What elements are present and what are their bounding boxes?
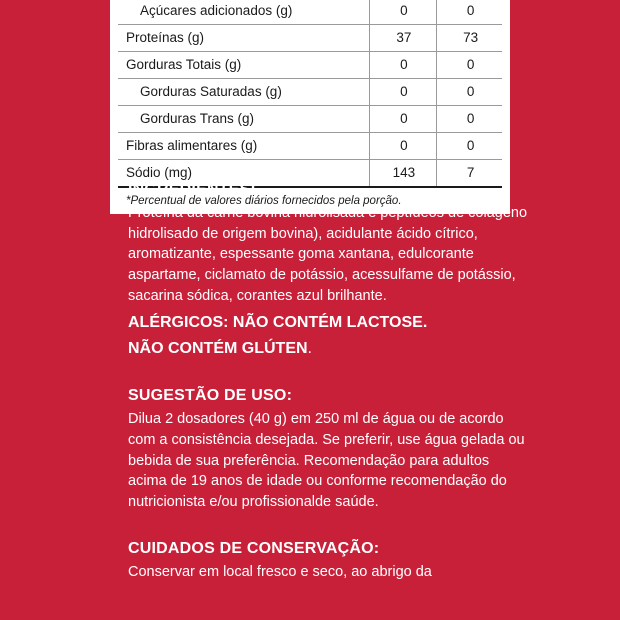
table-row xyxy=(118,133,502,160)
table-row xyxy=(118,52,502,79)
nutrient-value-percent: 73 xyxy=(437,25,502,52)
label-body-content xyxy=(128,180,528,583)
table-row xyxy=(118,0,502,25)
storage-text: Conservar em local fresco e seco, ao abrigo da xyxy=(128,563,432,580)
nutrient-label: Açúcares adicionados (g) xyxy=(118,0,369,25)
nutrient-label: Gorduras Saturadas (g) xyxy=(118,79,369,106)
gluten-free-bold: NÃO CONTÉM GLÚTEN xyxy=(128,340,308,358)
nutrient-value-percent: 0 xyxy=(437,106,502,133)
nutrient-value-percent: 0 xyxy=(437,133,502,160)
table-row xyxy=(118,106,502,133)
gluten-free-period: . xyxy=(307,340,312,358)
table-row xyxy=(118,79,502,106)
nutrient-value-percent: 0 xyxy=(437,79,502,106)
ingredients-heading: INGREDIENTES: xyxy=(128,181,256,198)
nutrient-label: Fibras alimentares (g) xyxy=(118,133,369,160)
nutrient-value-portion: 37 xyxy=(369,25,437,52)
nutrient-value-portion: 0 xyxy=(369,133,437,160)
allergens-line-2 xyxy=(128,339,528,360)
nutrient-value-portion: 0 xyxy=(369,0,437,25)
nutrient-value-percent: 0 xyxy=(437,0,502,25)
nutrient-value-percent: 7 xyxy=(437,160,502,188)
usage-text: Dilua 2 dosadores (40 g) em 250 ml de água ou de acordo com a consistência desejada. Se preferir, use água gelada ou bebida de sua preferência. Recomendação para adultos acima de 19 anos de idade ou conforme recomendação do nutricionista e/ou profissionalde saúde. xyxy=(128,411,525,511)
storage-heading: CUIDADOS DE CONSERVAÇÃO: xyxy=(128,539,380,557)
nutrient-value-portion: 0 xyxy=(369,52,437,79)
nutrient-value-portion: 0 xyxy=(369,106,437,133)
spacer xyxy=(128,360,528,386)
spacer xyxy=(128,513,528,539)
nutrient-value-percent: 0 xyxy=(437,52,502,79)
nutrient-value-portion: 0 xyxy=(369,79,437,106)
allergens-line-1: ALÉRGICOS: NÃO CONTÉM LACTOSE. xyxy=(128,313,428,331)
nutrient-value-portion: 143 xyxy=(369,160,437,188)
nutrient-label: Proteínas (g) xyxy=(118,25,369,52)
ingredients-text: Proteína da carne bovina hidrolisada e peptídeos de colágeno hidrolisado de origem bovina), acidulante ácido cítrico, aromatizante, espessante goma xantana, edulcorante aspartame, ciclamato de potássio, acessulfame de potássio, sacarina sódica, corantes azul brilhante. xyxy=(128,205,528,304)
table-row xyxy=(118,25,502,52)
usage-heading: SUGESTÃO DE USO: xyxy=(128,387,293,405)
nutrient-label: Gorduras Totais (g) xyxy=(118,52,369,79)
nutrient-label: Gorduras Trans (g) xyxy=(118,106,369,133)
nutrient-label: Sódio (mg) xyxy=(126,164,193,180)
nutrition-footnote: *Percentual de valores diários fornecidos pela porção. xyxy=(118,187,502,214)
